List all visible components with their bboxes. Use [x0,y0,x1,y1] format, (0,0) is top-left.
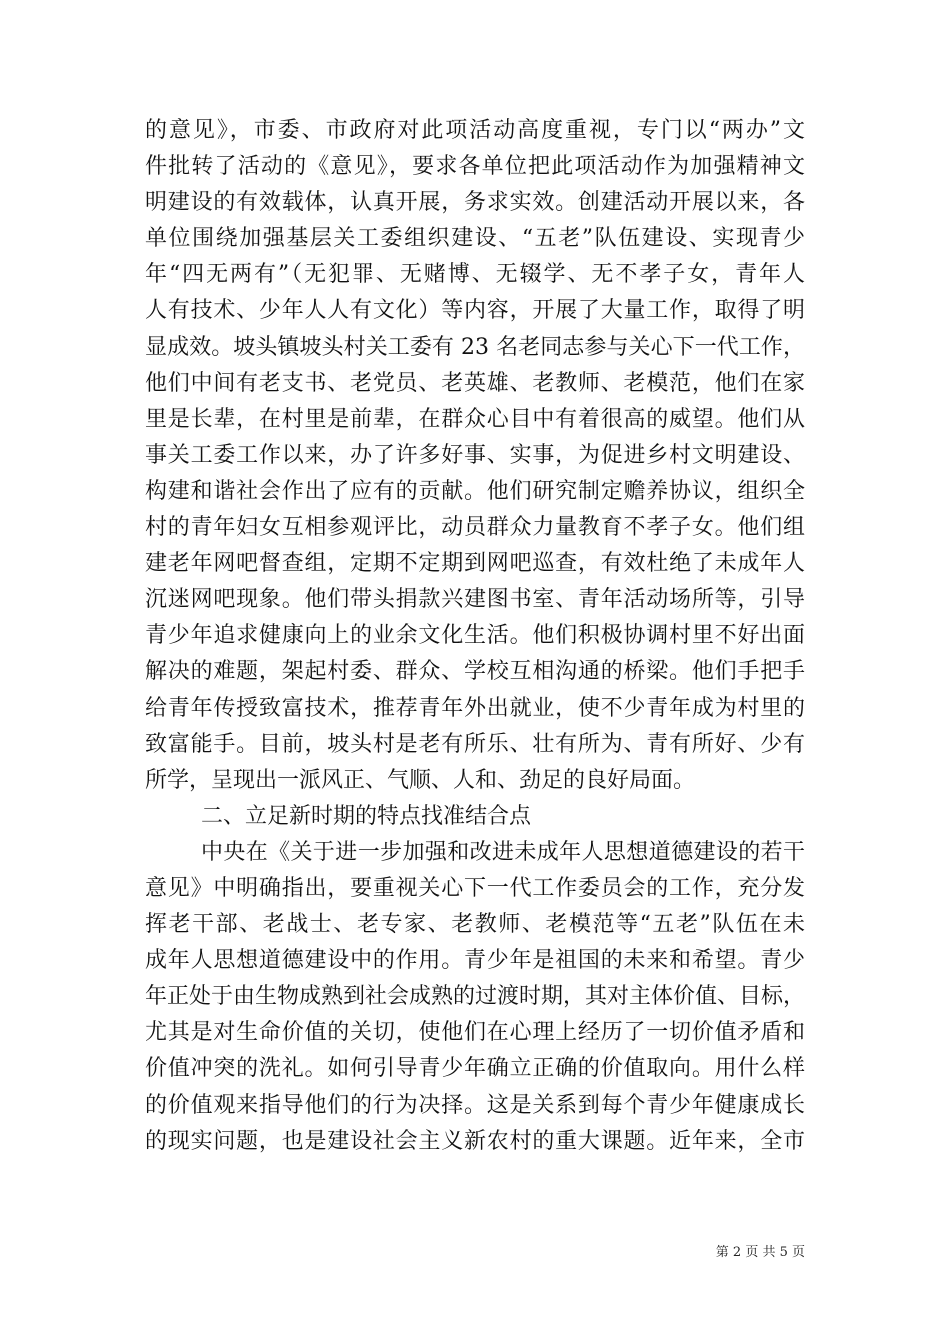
paragraph-line: 的价值观来指导他们的行为决择。这是关系到每个青少年健康成长 [145,1092,805,1118]
paragraph-line: 件批转了活动的《意见》，要求各单位把此项活动作为加强精神文 [145,154,805,180]
paragraph-line: 的意见》，市委、市政府对此项活动高度重视，专门以“两办”文 [145,118,805,143]
paragraph-line: 价值冲突的洗礼。如何引导青少年确立正确的价值取向。用什么样 [145,1056,805,1082]
page-number: 第 2 页 共 5 页 [715,1245,805,1260]
paragraph-line: 人有技术、少年人人有文化）等内容，开展了大量工作，取得了明 [145,298,805,324]
body-text [145,113,805,1160]
paragraph-line: 青少年追求健康向上的业余文化生活。他们积极协调村里不好出面 [145,623,805,649]
paragraph-line: 事关工委工作以来，办了许多好事、实事，为促进乡村文明建设、 [145,442,805,468]
paragraph-line: 致富能手。目前，坡头村是老有所乐、壮有所为、青有所好、少有 [145,731,805,757]
paragraph-line: 所学，呈现出一派风正、气顺、人和、劲足的良好局面。 [145,767,696,793]
paragraph-line: 挥老干部、老战士、老专家、老教师、老模范等“五老”队伍在未 [145,912,805,938]
paragraph-line: 构建和谐社会作出了应有的贡献。他们研究制定赡养协议，组织全 [145,478,805,504]
paragraph-line: 成年人思想道德建设中的作用。青少年是祖国的未来和希望。青少 [145,948,805,974]
paragraph-line: 单位围绕加强基层关工委组织建设、“五老”队伍建设、实现青少 [145,226,805,252]
paragraph-line: 年正处于由生物成熟到社会成熟的过渡时期，其对主体价值、目标， [145,984,805,1010]
paragraph-line: 的现实问题，也是建设社会主义新农村的重大课题。近年来，全市 [145,1128,805,1154]
paragraph-line: 解决的难题，架起村委、群众、学校互相沟通的桥梁。他们手把手 [145,659,805,685]
paragraph-line: 年“四无两有”（无犯罪、无赌博、无辍学、无不孝子女，青年人 [145,262,805,288]
paragraph-line: 他们中间有老支书、老党员、老英雄、老教师、老模范，他们在家 [145,370,805,396]
paragraph-line: 沉迷网吧现象。他们带头捐款兴建图书室、青年活动场所等，引导 [145,587,805,613]
paragraph-line: 意见》中明确指出，要重视关心下一代工作委员会的工作，充分发 [145,875,805,901]
paragraph-line: 建老年网吧督查组，定期不定期到网吧巡查，有效杜绝了未成年人 [145,551,805,577]
paragraph-line: 中央在《关于进一步加强和改进未成年人思想道德建设的若干 [201,839,805,865]
paragraph-line: 显成效。坡头镇坡头村关工委有 23 名老同志参与关心下一代工作， [145,334,805,360]
paragraph-line: 给青年传授致富技术，推荐青年外出就业，使不少青年成为村里的 [145,695,805,721]
paragraph-line: 尤其是对生命价值的关切，使他们在心理上经历了一切价值矛盾和 [145,1020,805,1046]
paragraph-line: 明建设的有效载体，认真开展，务求实效。创建活动开展以来，各 [145,190,805,216]
paragraph-line: 里是长辈，在村里是前辈，在群众心目中有着很高的威望。他们从 [145,406,805,432]
paragraph-line: 村的青年妇女互相参观评比，动员群众力量教育不孝子女。他们组 [145,515,805,541]
section-heading: 二、立足新时期的特点找准结合点 [201,803,532,829]
